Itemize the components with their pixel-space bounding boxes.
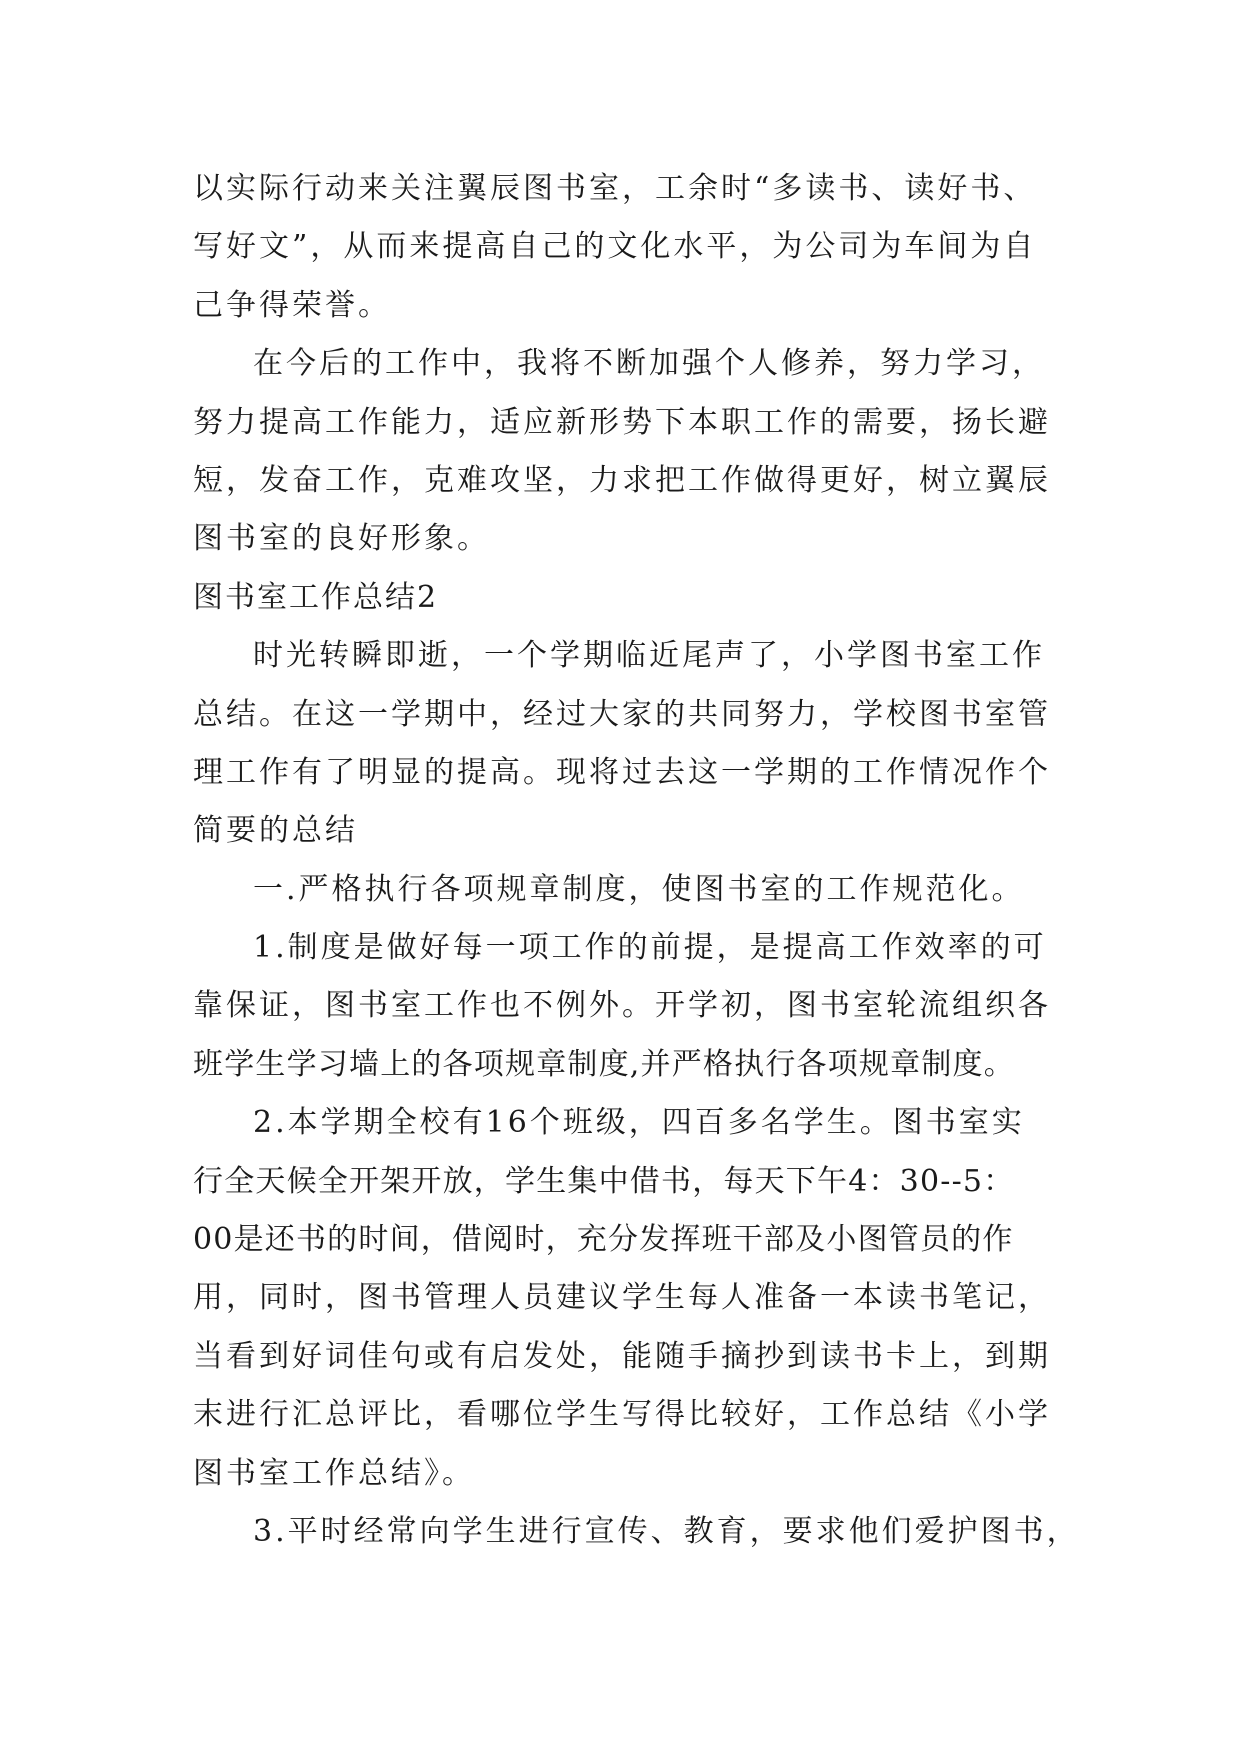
text-line: 末进行汇总评比，看哪位学生写得比较好，工作总结《小学 bbox=[193, 1397, 1051, 1433]
text-line: 行全天候全开架开放，学生集中借书，每天下午4：30--5： bbox=[193, 1163, 1015, 1199]
text-line: 用，同时，图书管理人员建议学生每人准备一本读书笔记， bbox=[193, 1280, 1051, 1316]
paragraph-item-1 bbox=[193, 919, 1053, 1094]
text-line: 一.严格执行各项规章制度，使图书室的工作规范化。 bbox=[253, 871, 1025, 907]
text-line: 图书室工作总结》。 bbox=[193, 1455, 475, 1491]
text-line: 时光转瞬即逝，一个学期临近尾声了，小学图书室工作 bbox=[253, 638, 1045, 674]
text-line: 当看到好词佳句或有启发处，能随手摘抄到读书卡上，到期 bbox=[193, 1338, 1051, 1374]
text-line: 短，发奋工作，克难攻坚，力求把工作做得更好，树立翼辰 bbox=[193, 462, 1051, 498]
text-line: 写好文”，从而来提高自己的文化水平，为公司为车间为自 bbox=[193, 229, 1037, 265]
text-line: 班学生学习墙上的各项规章制度,并严格执行各项规章制度。 bbox=[193, 1046, 1015, 1082]
section-heading bbox=[193, 569, 1053, 627]
text-line: 总结。在这一学期中，经过大家的共同努力，学校图书室管 bbox=[193, 696, 1051, 732]
paragraph-item-3 bbox=[193, 1503, 1080, 1561]
paragraph-item-2 bbox=[193, 1094, 1053, 1503]
paragraph-intro bbox=[193, 627, 1053, 861]
paragraph-future-work bbox=[193, 335, 1053, 569]
text-line: 2.本学期全校有16个班级，四百多名学生。图书室实 bbox=[253, 1105, 1025, 1141]
paragraph-closing-continued bbox=[193, 160, 1053, 335]
document-body bbox=[193, 160, 1080, 1561]
text-line: 理工作有了明显的提高。现将过去这一学期的工作情况作个 bbox=[193, 754, 1051, 790]
section-title: 图书室工作总结2 bbox=[193, 579, 439, 615]
paragraph-point-one bbox=[193, 861, 1053, 919]
text-line: 图书室的良好形象。 bbox=[193, 521, 490, 557]
text-line: 以实际行动来关注翼辰图书室，工余时“多读书、读好书、 bbox=[193, 171, 1037, 206]
text-line: 1.制度是做好每一项工作的前提，是提高工作效率的可 bbox=[253, 930, 1047, 966]
text-line: 靠保证，图书室工作也不例外。开学初，图书室轮流组织各 bbox=[193, 988, 1051, 1024]
text-line: 简要的总结 bbox=[193, 813, 358, 849]
text-line: 努力提高工作能力，适应新形势下本职工作的需要，扬长避 bbox=[193, 404, 1051, 440]
text-line: 己争得荣誉。 bbox=[193, 287, 391, 323]
text-line: 3.平时经常向学生进行宣传、教育，要求他们爱护图书， bbox=[253, 1513, 1080, 1549]
text-line: 在今后的工作中，我将不断加强个人修养，努力学习， bbox=[253, 346, 1045, 382]
text-line: 00是还书的时间，借阅时，充分发挥班干部及小图管员的作 bbox=[193, 1222, 1014, 1258]
